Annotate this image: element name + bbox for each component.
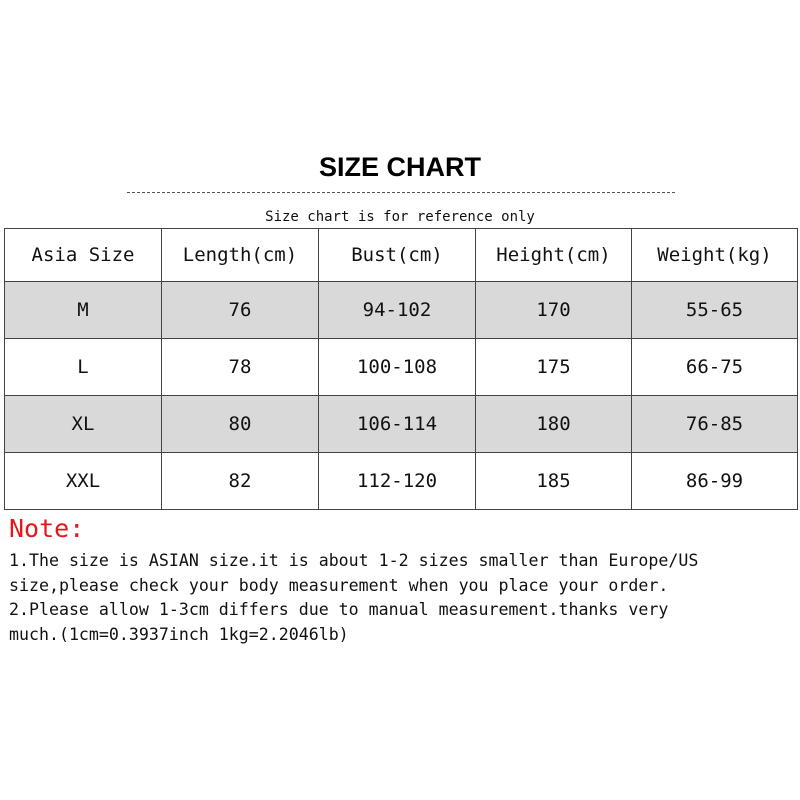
cell-length: 78: [162, 339, 319, 396]
note-line: 1.The size is ASIAN size.it is about 1-2 sizes smaller than Europe/US: [9, 551, 699, 570]
table-row: [5, 282, 798, 339]
cell-height: 175: [476, 339, 632, 396]
cell-size: XL: [5, 396, 162, 453]
reference-note: Size chart is for reference only: [265, 209, 535, 225]
cell-length: 80: [162, 396, 319, 453]
cell-weight: 86-99: [632, 453, 798, 510]
cell-weight: 66-75: [632, 339, 798, 396]
note-line: 2.Please allow 1-3cm differs due to manual measurement.thanks very: [9, 600, 669, 619]
header-height: Height(cm): [476, 229, 632, 282]
cell-size: XXL: [5, 453, 162, 510]
cell-length: 76: [162, 282, 319, 339]
note-line: size,please check your body measurement when you place your order.: [9, 575, 669, 595]
table-header-row: [5, 229, 798, 282]
header-weight: Weight(kg): [632, 229, 798, 282]
cell-size: L: [5, 339, 162, 396]
cell-bust: 112-120: [319, 453, 476, 510]
size-table: [4, 228, 798, 510]
cell-height: 185: [476, 453, 632, 510]
table-row: [5, 396, 798, 453]
header-asia-size: Asia Size: [5, 229, 162, 282]
cell-height: 170: [476, 282, 632, 339]
header-bust: Bust(cm): [319, 229, 476, 282]
table-row: [5, 453, 798, 510]
cell-height: 180: [476, 396, 632, 453]
header-length: Length(cm): [162, 229, 319, 282]
cell-length: 82: [162, 453, 319, 510]
table-row: [5, 339, 798, 396]
dashed-divider: [127, 192, 675, 193]
cell-size: M: [5, 282, 162, 339]
page-title: SIZE CHART: [319, 152, 481, 182]
cell-weight: 55-65: [632, 282, 798, 339]
cell-bust: 100-108: [319, 339, 476, 396]
note-heading: Note:: [9, 514, 85, 543]
cell-bust: 94-102: [319, 282, 476, 339]
cell-bust: 106-114: [319, 396, 476, 453]
note-line: much.(1cm=0.3937inch 1kg=2.2046lb): [9, 624, 349, 644]
note-body: [9, 549, 794, 647]
cell-weight: 76-85: [632, 396, 798, 453]
